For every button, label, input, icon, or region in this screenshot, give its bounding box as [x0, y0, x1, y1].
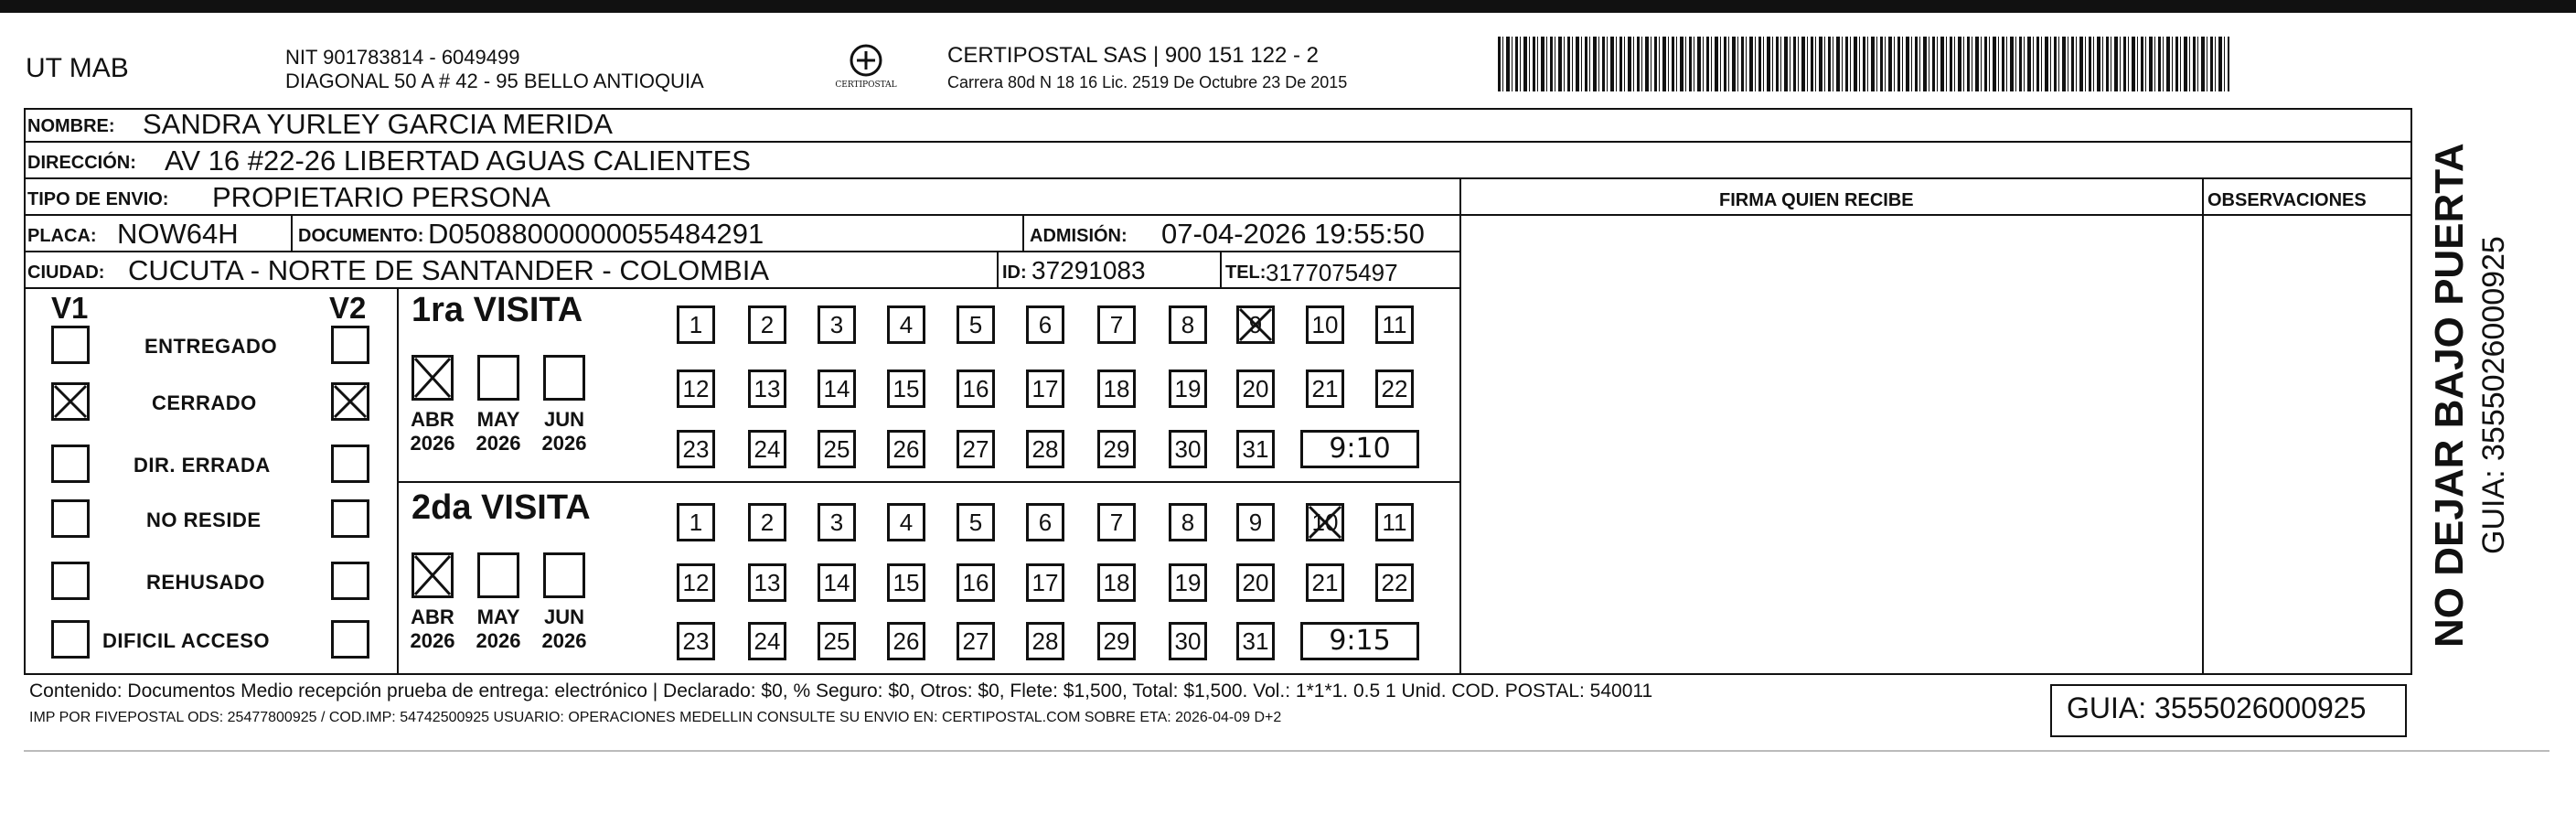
rule [24, 673, 2412, 675]
month-check-mark [412, 552, 454, 598]
day-box[interactable]: 10 [1306, 503, 1344, 541]
day-box[interactable]: 27 [957, 622, 995, 660]
day-box[interactable]: 3 [818, 503, 856, 541]
status-label: DIFICIL ACCESO [102, 629, 271, 652]
ciudad-value: CUCUTA - NORTE DE SANTANDER - COLOMBIA [128, 254, 770, 286]
day-box[interactable]: 18 [1097, 563, 1136, 602]
day-box[interactable]: 1 [677, 503, 715, 541]
rule [24, 177, 2412, 179]
divider [1220, 251, 1222, 287]
rule [24, 287, 1459, 289]
id-value: 37291083 [1031, 256, 1146, 284]
day-box[interactable]: 17 [1026, 563, 1064, 602]
day-box[interactable]: 3 [818, 305, 856, 344]
year-label: 2026 [541, 629, 587, 652]
month-label: JUN [543, 605, 584, 628]
day-box[interactable]: 11 [1375, 503, 1414, 541]
day-box[interactable]: 31 [1236, 622, 1275, 660]
tipo-label: TIPO DE ENVIO: [27, 189, 169, 209]
month-checkbox[interactable] [543, 552, 585, 598]
divider [397, 287, 399, 673]
day-box[interactable]: 23 [677, 430, 715, 468]
year-label: 2026 [410, 629, 455, 652]
day-box[interactable]: 28 [1026, 430, 1064, 468]
day-box[interactable]: 10 [1306, 305, 1344, 344]
month-check-mark [412, 355, 454, 401]
v1-checkbox[interactable] [51, 499, 90, 538]
sender-name: UT MAB [26, 53, 129, 83]
day-box[interactable]: 25 [818, 622, 856, 660]
day-box[interactable]: 1 [677, 305, 715, 344]
guia-box-text: GUIA: 3555026000925 [2067, 691, 2367, 724]
status-label: REHUSADO [146, 571, 265, 594]
month-checkbox[interactable] [477, 552, 519, 598]
month-label: ABR [411, 605, 454, 628]
documento-value: D05088000000055484291 [428, 218, 764, 250]
nombre-value: SANDRA YURLEY GARCIA MERIDA [143, 108, 613, 140]
v1-check-mark [51, 382, 90, 421]
day-box[interactable]: 24 [748, 430, 786, 468]
day-box[interactable]: 15 [887, 370, 925, 408]
day-check-mark [1236, 305, 1275, 344]
day-box[interactable]: 5 [957, 503, 995, 541]
day-box[interactable]: 21 [1306, 563, 1344, 602]
day-check-mark [1306, 503, 1344, 541]
day-box[interactable]: 29 [1097, 430, 1136, 468]
divider [2202, 177, 2204, 673]
day-box[interactable]: 30 [1169, 622, 1207, 660]
day-box[interactable]: 19 [1169, 370, 1207, 408]
day-box[interactable]: 14 [818, 563, 856, 602]
day-box[interactable]: 9 [1236, 305, 1275, 344]
day-box[interactable]: 9 [1236, 503, 1275, 541]
month-label: ABR [411, 408, 454, 431]
sender-nit: NIT 901783814 - 6049499 [285, 46, 520, 69]
day-box[interactable]: 14 [818, 370, 856, 408]
logo-text: CERTIPOSTAL [835, 80, 897, 90]
tel-label: TEL: [1225, 262, 1267, 283]
no-dejar-text: NO DEJAR BAJO PUERTA [2427, 143, 2472, 648]
company-license: Carrera 80d N 18 16 Lic. 2519 De Octubre 23 De 2015 [947, 73, 1348, 91]
certipostal-logo [828, 40, 903, 101]
scan-edge [24, 750, 2549, 752]
observaciones-header: OBSERVACIONES [2207, 190, 2367, 210]
placa-value: NOW64H [117, 218, 239, 250]
id-label: ID: [1002, 262, 1027, 283]
v2-checkbox[interactable] [331, 562, 369, 600]
divider [1459, 177, 1461, 673]
ciudad-label: CIUDAD: [27, 262, 105, 283]
month-label: JUN [543, 408, 584, 431]
day-box[interactable]: 22 [1375, 563, 1414, 602]
nombre-label: NOMBRE: [27, 116, 115, 136]
day-box[interactable]: 7 [1097, 503, 1136, 541]
day-box[interactable]: 30 [1169, 430, 1207, 468]
day-box[interactable]: 24 [748, 622, 786, 660]
year-label: 2026 [476, 432, 521, 455]
day-box[interactable]: 12 [677, 370, 715, 408]
top-border [0, 0, 2576, 13]
day-box[interactable]: 8 [1169, 305, 1207, 344]
barcode [1498, 37, 2229, 91]
v1-checkbox[interactable] [51, 620, 90, 659]
day-box[interactable]: 6 [1026, 305, 1064, 344]
direccion-label: DIRECCIÓN: [27, 153, 136, 173]
v1-checkbox[interactable] [51, 326, 90, 364]
day-box[interactable]: 18 [1097, 370, 1136, 408]
v2-checkbox[interactable] [331, 326, 369, 364]
day-box[interactable]: 23 [677, 622, 715, 660]
day-box[interactable]: 12 [677, 563, 715, 602]
day-box[interactable]: 2 [748, 305, 786, 344]
day-box[interactable]: 4 [887, 503, 925, 541]
day-box[interactable]: 4 [887, 305, 925, 344]
day-box[interactable]: 20 [1236, 563, 1275, 602]
visit-divider [397, 481, 1459, 483]
day-box[interactable]: 31 [1236, 430, 1275, 468]
tipo-value: PROPIETARIO PERSONA [212, 181, 550, 213]
day-box[interactable]: 16 [957, 370, 995, 408]
tel-value: 3177075497 [1266, 259, 1398, 286]
day-box[interactable]: 25 [818, 430, 856, 468]
sender-address: DIAGONAL 50 A # 42 - 95 BELLO ANTIOQUIA [285, 70, 704, 92]
divider [997, 251, 999, 287]
rule [24, 251, 1459, 252]
visit-title: 2da VISITA [412, 488, 591, 527]
visit-time[interactable]: 9:15 [1300, 622, 1419, 660]
day-box[interactable]: 8 [1169, 503, 1207, 541]
day-box[interactable]: 21 [1306, 370, 1344, 408]
direccion-value: AV 16 #22-26 LIBERTAD AGUAS CALIENTES [165, 145, 751, 177]
v2-check-mark [331, 382, 369, 421]
visit-title: 1ra VISITA [412, 291, 583, 329]
status-label: NO RESIDE [146, 509, 262, 531]
v2-checkbox[interactable] [331, 499, 369, 538]
day-box[interactable]: 11 [1375, 305, 1414, 344]
day-box[interactable]: 27 [957, 430, 995, 468]
month-label: MAY [476, 605, 520, 628]
firma-header: FIRMA QUIEN RECIBE [1719, 190, 1914, 210]
day-box[interactable]: 7 [1097, 305, 1136, 344]
day-box[interactable]: 13 [748, 563, 786, 602]
day-box[interactable]: 19 [1169, 563, 1207, 602]
placa-label: PLACA: [27, 226, 97, 246]
footer-print-info: IMP POR FIVEPOSTAL ODS: 25477800925 / COD.IMP: 54742500925 USUARIO: OPERACIONES MEDELLIN CONSULTE SU ENVIO EN: CERTIPOSTAL.COM SOBRE ETA: 2026-04-09 D+2 [29, 710, 1282, 725]
day-box[interactable]: 15 [887, 563, 925, 602]
v2-checkbox[interactable] [331, 620, 369, 659]
day-box[interactable]: 26 [887, 430, 925, 468]
documento-label: DOCUMENTO: [298, 226, 424, 246]
day-box[interactable]: 26 [887, 622, 925, 660]
v1-checkbox[interactable] [51, 562, 90, 600]
footer-contents: Contenido: Documentos Medio recepción prueba de entrega: electrónico | Declarado: $0, % Seguro: $0, Otros: $0, Flete: $1,500, Total: $1,500. Vol.: 1*1*1. 0.5 1 Unid. COD. POSTAL: 540011 [29, 680, 1653, 702]
day-box[interactable]: 2 [748, 503, 786, 541]
divider [291, 214, 293, 251]
month-checkbox[interactable] [477, 355, 519, 401]
day-box[interactable]: 20 [1236, 370, 1275, 408]
v1-checkbox[interactable] [51, 445, 90, 483]
status-label: DIR. ERRADA [134, 454, 271, 477]
rule [24, 141, 2412, 143]
day-box[interactable]: 28 [1026, 622, 1064, 660]
day-box[interactable]: 13 [748, 370, 786, 408]
divider [1022, 214, 1024, 251]
day-box[interactable]: 29 [1097, 622, 1136, 660]
day-box[interactable]: 6 [1026, 503, 1064, 541]
admision-label: ADMISIÓN: [1030, 226, 1128, 246]
company-name: CERTIPOSTAL SAS | 900 151 122 - 2 [947, 43, 1319, 68]
status-label: CERRADO [152, 391, 257, 414]
status-label: ENTREGADO [144, 335, 278, 358]
rule [24, 214, 2412, 216]
month-label: MAY [476, 408, 520, 431]
year-label: 2026 [410, 432, 455, 455]
admision-value: 07-04-2026 19:55:50 [1161, 218, 1425, 250]
day-box[interactable]: 5 [957, 305, 995, 344]
side-guia-text: GUIA: 3555026000925 [2476, 236, 2511, 554]
v1-header: V1 [51, 291, 89, 325]
v2-checkbox[interactable] [331, 445, 369, 483]
year-label: 2026 [476, 629, 521, 652]
day-box[interactable]: 16 [957, 563, 995, 602]
day-box[interactable]: 17 [1026, 370, 1064, 408]
year-label: 2026 [541, 432, 587, 455]
day-box[interactable]: 22 [1375, 370, 1414, 408]
month-checkbox[interactable] [543, 355, 585, 401]
visit-time[interactable]: 9:10 [1300, 430, 1419, 468]
v2-header: V2 [329, 291, 367, 325]
